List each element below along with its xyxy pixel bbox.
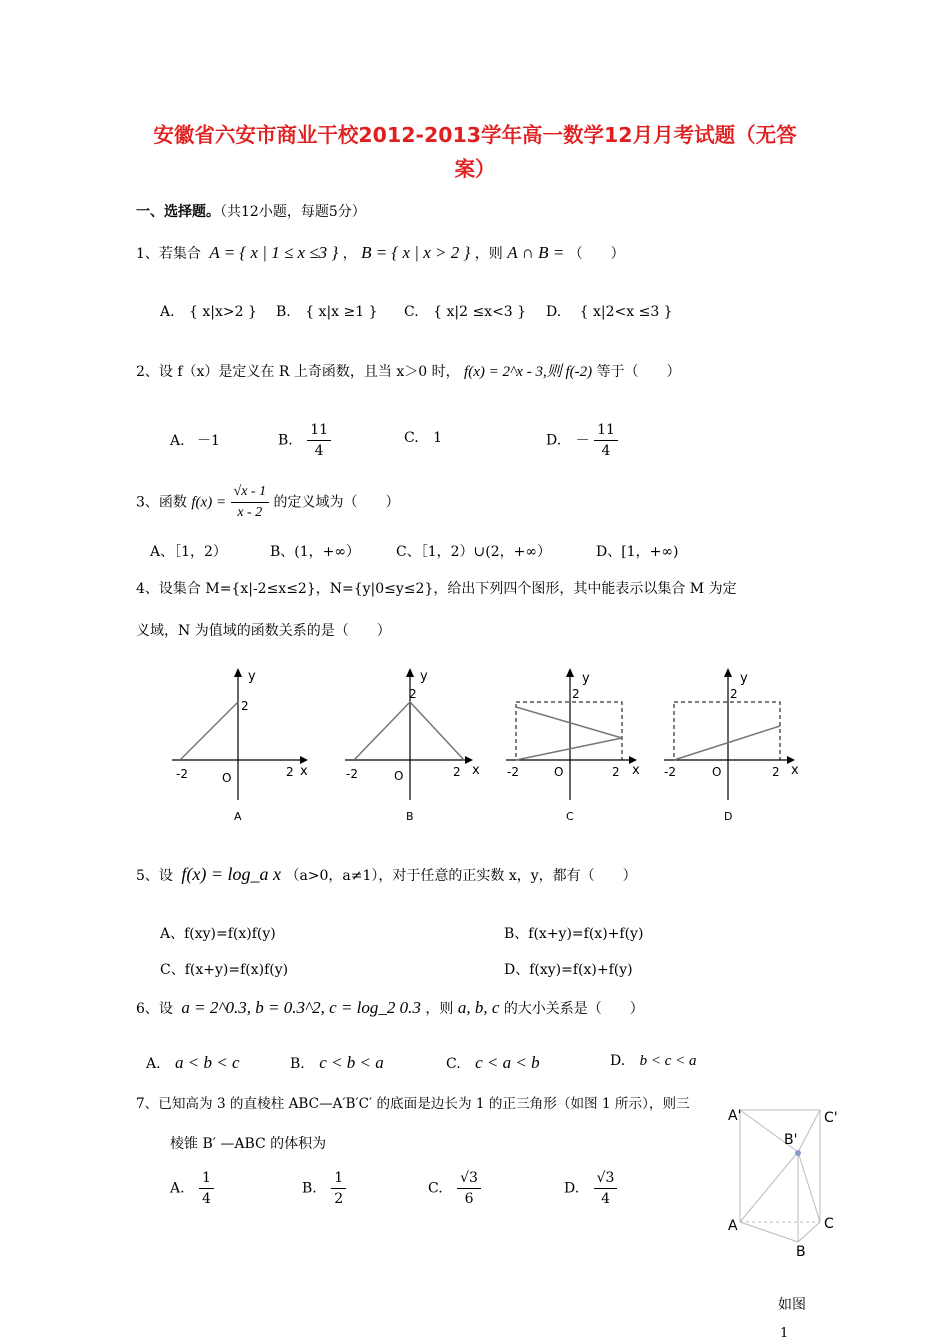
- option-label: D.: [546, 304, 562, 320]
- question-5: [136, 864, 637, 885]
- fraction: [307, 420, 331, 461]
- q6-suffix: 的大小关系是（ ）: [503, 1001, 644, 1017]
- option-text: { x|x ≥1 }: [305, 304, 378, 320]
- q2-expr: f(x) = 2^x - 3,则 f(-2): [464, 364, 593, 380]
- label-b: B: [796, 1244, 806, 1260]
- q1-option-b: [276, 304, 378, 320]
- page-title: [120, 118, 830, 186]
- numerator: 11: [307, 420, 331, 441]
- denominator: 4: [314, 443, 324, 459]
- y-arrow-icon: [234, 668, 242, 677]
- denominator: 4: [601, 443, 611, 459]
- denominator: 6: [464, 1191, 474, 1207]
- q6-prefix: 6、设: [136, 1001, 173, 1017]
- q1-mid: ，则: [474, 246, 503, 262]
- page-number: 1: [780, 1326, 789, 1341]
- q4-graphs: [150, 650, 830, 830]
- label-c: C: [824, 1216, 834, 1232]
- option-label: D.: [564, 1180, 580, 1197]
- q1-option-d: [546, 304, 673, 320]
- q1-set-b: B = { x | x > 2 }: [361, 243, 471, 262]
- q5-option-d: D、f(xy)=f(x)+f(y): [504, 962, 633, 978]
- vertex-marker: [795, 1150, 801, 1156]
- graph-a: [172, 668, 308, 823]
- option-label: C.: [404, 430, 419, 446]
- q6-option-c: [446, 1053, 540, 1073]
- q2-option-a: [170, 430, 220, 450]
- numerator: 11: [594, 420, 618, 441]
- question-1: 1、若集合 A = { x | 1 ≤ x ≤3 } ， B = { x | x > 2 } ，则 A ∩ B = （ ）: [136, 243, 625, 262]
- option-text: －1: [197, 433, 220, 449]
- edge-b1a: [740, 1152, 798, 1222]
- origin-label: O: [712, 765, 722, 779]
- fraction: [457, 1168, 481, 1209]
- q5-expr: f(x) = log_a x: [181, 864, 281, 884]
- q1-prefix: 1、若集合: [136, 246, 201, 262]
- q6-option-a: [146, 1053, 240, 1073]
- y-label: y: [740, 671, 748, 686]
- q5-option-c: C、f(x+y)=f(x)f(y): [160, 962, 289, 978]
- graph-line: [516, 707, 622, 760]
- q5-suffix: （a>0，a≠1），对于任意的正实数 x，y，都有（ ）: [285, 868, 637, 884]
- q5-option-a: A、f(xy)=f(x)f(y): [160, 926, 276, 942]
- q1-expr: A ∩ B =: [507, 243, 565, 262]
- title-line-2: 案）: [454, 157, 496, 181]
- denominator: 4: [601, 1191, 611, 1207]
- numerator: √3: [594, 1168, 618, 1189]
- fraction: [594, 1168, 618, 1209]
- option-label: D.: [610, 1053, 626, 1069]
- graph-label: B: [406, 810, 414, 823]
- q3-option-c: C、［1，2）∪(2，+∞）: [396, 544, 552, 560]
- graph-c: [506, 668, 640, 823]
- numerator: √x - 1: [231, 482, 270, 503]
- q3-prefix: 3、函数: [136, 494, 187, 511]
- q4-line-2: 义域，N 为值域的函数关系的是（ ）: [136, 623, 391, 639]
- q7-line-2: 棱锥 B′ —ABC 的体积为: [170, 1136, 327, 1152]
- q6-expr: a = 2^0.3, b = 0.3^2, c = log_2 0.3: [181, 998, 421, 1017]
- question-3: [136, 482, 400, 523]
- x-arrow-icon: [300, 756, 308, 764]
- pos-tick: 2: [612, 765, 620, 779]
- q3-func: f(x) =: [191, 494, 227, 511]
- denominator: x - 2: [237, 505, 263, 520]
- prism-figure: [724, 1100, 844, 1265]
- q7-option-c: [428, 1168, 481, 1209]
- q2-option-b: [278, 420, 331, 461]
- q7-option-d: [564, 1168, 617, 1209]
- origin-label: O: [222, 771, 232, 785]
- q6-option-b: [290, 1053, 384, 1073]
- q3-option-b: B、(1，+∞）: [270, 544, 361, 560]
- section-note: （共12小题，每题5分）: [220, 204, 366, 220]
- neg-tick: -2: [507, 765, 519, 779]
- q6-vars: a, b, c: [457, 998, 500, 1017]
- q1-blank: （ ）: [568, 246, 625, 262]
- q3-suffix: 的定义域为（ ）: [273, 494, 400, 511]
- origin-label: O: [554, 765, 564, 779]
- option-label: A.: [170, 433, 185, 449]
- pos-tick: 2: [772, 765, 780, 779]
- section-header: [136, 201, 366, 221]
- q3-option-d: D、[1，+∞): [596, 544, 679, 560]
- fraction: [331, 1168, 346, 1209]
- neg-tick: -2: [664, 765, 676, 779]
- q1-set-a: A = { x | 1 ≤ x ≤3 }: [209, 243, 339, 262]
- q4-line-1: 4、设集合 M={x|-2≤x≤2}，N={y|0≤y≤2}，给出下列四个图形，其中能表示以集合 M 为定: [136, 581, 737, 597]
- x-label: x: [791, 763, 799, 778]
- y-arrow-icon: [566, 668, 574, 677]
- numerator: 1: [199, 1168, 214, 1189]
- top-tick: 2: [572, 687, 580, 701]
- option-label: A.: [146, 1056, 161, 1072]
- graph-label: C: [566, 810, 574, 823]
- figure-caption: 如图: [778, 1297, 806, 1313]
- label-a: A: [728, 1218, 738, 1234]
- y-label: y: [582, 671, 590, 686]
- option-sign: －: [575, 432, 590, 449]
- origin-label: O: [394, 769, 404, 783]
- option-text: a < b < c: [175, 1053, 240, 1072]
- q5-option-b: B、f(x+y)=f(x)+f(y): [504, 926, 644, 942]
- option-text: { x|2 ≤x<3 }: [433, 304, 527, 320]
- q1-option-a: [160, 304, 257, 320]
- pos-tick: 2: [286, 765, 294, 779]
- denominator: 4: [202, 1191, 211, 1207]
- top-tick: 2: [409, 687, 417, 701]
- edge-bc: [798, 1222, 820, 1242]
- graph-line: [180, 702, 238, 760]
- graph-label: D: [724, 810, 733, 823]
- neg-tick: -2: [176, 767, 188, 781]
- q6-mid: ，则: [425, 1001, 454, 1017]
- y-label: y: [420, 669, 428, 684]
- edge-ab: [740, 1222, 798, 1242]
- graph-line: [354, 702, 464, 760]
- fraction: [594, 420, 618, 461]
- fraction: [199, 1168, 214, 1209]
- q7-line-1: 7、已知高为 3 的直棱柱 ABC—A′B′C′ 的底面是边长为 1 的正三角形（如图 1 所示），则三: [136, 1096, 690, 1112]
- question-2: [136, 360, 681, 381]
- numerator: √3: [457, 1168, 481, 1189]
- option-label: C.: [446, 1056, 461, 1072]
- option-label: C.: [404, 304, 419, 320]
- q2-option-d: [546, 420, 618, 461]
- edge-b1c: [798, 1152, 820, 1222]
- option-label: B.: [278, 432, 293, 449]
- y-arrow-icon: [406, 668, 414, 677]
- y-arrow-icon: [724, 668, 732, 677]
- q7-option-a: [170, 1168, 214, 1209]
- option-label: D.: [546, 432, 562, 449]
- label-a1: A': [728, 1108, 742, 1124]
- option-text: 1: [433, 430, 443, 446]
- option-label: C.: [428, 1180, 443, 1197]
- edge-b1c1: [798, 1110, 820, 1152]
- option-label: A.: [160, 304, 175, 320]
- section-title: 一、选择题。: [136, 204, 220, 220]
- x-label: x: [300, 764, 308, 779]
- graph-b: [345, 668, 480, 823]
- graph-line: [674, 726, 780, 760]
- top-tick: 2: [730, 687, 738, 701]
- option-text: b < c < a: [639, 1053, 697, 1069]
- denominator: 2: [334, 1191, 344, 1207]
- question-6: [136, 998, 644, 1018]
- q2-suffix: 等于（ ）: [596, 364, 681, 380]
- dashed-box: [516, 702, 622, 760]
- option-text: c < b < a: [319, 1053, 384, 1072]
- option-text: { x|2<x ≤3 }: [579, 304, 673, 320]
- q2-option-c: [404, 430, 442, 446]
- q5-prefix: 5、设: [136, 868, 173, 884]
- top-tick: 2: [241, 699, 249, 713]
- option-text: { x|x>2 }: [189, 304, 257, 320]
- q7-option-b: [302, 1168, 346, 1209]
- y-label: y: [248, 669, 256, 684]
- q3-option-a: A、［1，2）: [150, 544, 227, 560]
- x-label: x: [472, 763, 480, 778]
- graph-d: [664, 668, 799, 823]
- option-label: B.: [276, 304, 291, 320]
- graph-label: A: [234, 810, 242, 823]
- pos-tick: 2: [453, 765, 461, 779]
- q6-option-d: [610, 1053, 697, 1070]
- option-label: A.: [170, 1180, 185, 1197]
- label-c1: C': [824, 1110, 838, 1126]
- option-label: B.: [290, 1056, 305, 1072]
- x-label: x: [632, 763, 640, 778]
- label-b1: B': [784, 1132, 798, 1148]
- q1-option-c: [404, 304, 526, 320]
- neg-tick: -2: [346, 767, 358, 781]
- fraction: [231, 482, 270, 523]
- option-text: c < a < b: [475, 1053, 540, 1072]
- option-label: B.: [302, 1180, 317, 1197]
- q2-prefix: 2、设 f（x）是定义在 R 上奇函数，且当 x＞0 时，: [136, 364, 460, 380]
- title-line-1: 安徽省六安市商业干校2012-2013学年高一数学12月月考试题（无答: [153, 123, 797, 147]
- numerator: 1: [331, 1168, 346, 1189]
